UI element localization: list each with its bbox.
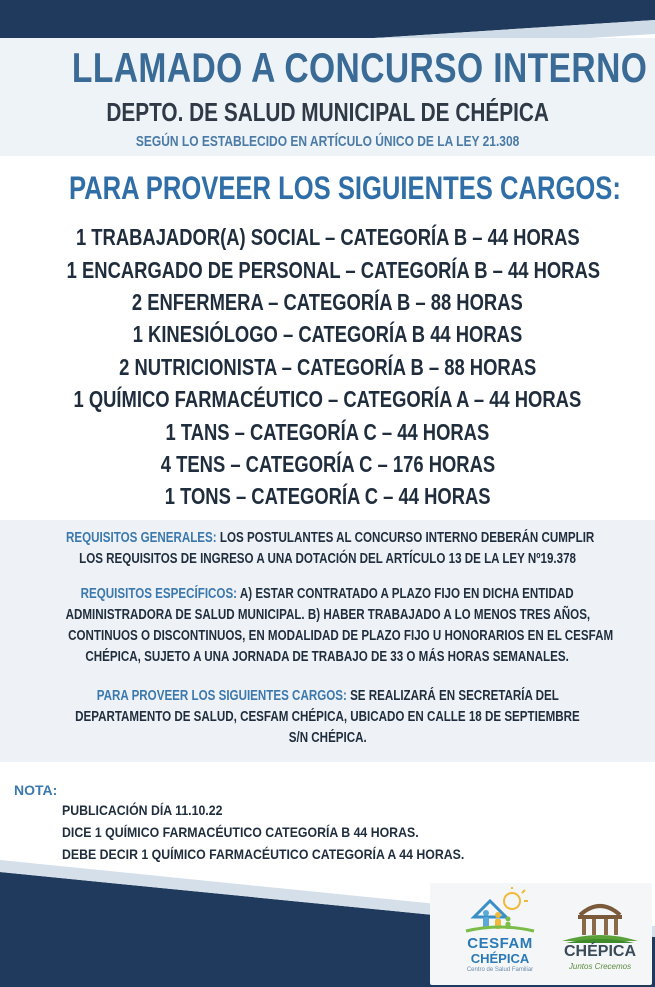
specific-requirements-line: CONTINUOS O DISCONTINUOS, EN MODALIDAD DE PLAZO FIJO U HONORARIOS EN EL CESFAM [68, 628, 614, 644]
position-item: 4 TENS – CATEGORÍA C – 176 HORAS [160, 451, 495, 477]
chepica-logo [552, 893, 648, 981]
page-subtitle: DEPTO. DE SALUD MUNICIPAL DE CHÉPICA [106, 97, 549, 127]
arch-monument-icon [552, 893, 648, 943]
position-item: 1 TONS – CATEGORÍA C – 44 HORAS [164, 483, 491, 509]
position-item: 1 TRABAJADOR(A) SOCIAL – CATEGORÍA B – 44 HORAS [75, 224, 580, 250]
position-item: 2 NUTRICIONISTA – CATEGORÍA B – 88 HORAS [118, 354, 537, 380]
positions-heading: PARA PROVEER LOS SIGUIENTES CARGOS: [68, 170, 621, 206]
logos-panel [430, 883, 652, 985]
application-place-line: DEPARTAMENTO DE SALUD, CESFAM CHÉPICA, UBICADO EN CALLE 18 DE SEPTIEMBRE [75, 709, 580, 725]
specific-requirements-line: CHÉPICA, SUJETO A UNA JORNADA DE TRABAJO DE 33 O MÁS HORAS SEMANALES. [85, 649, 570, 665]
position-item: 1 TANS – CATEGORÍA C – 44 HORAS [165, 419, 490, 445]
cesfam-logo-subtext: CHÉPICA [470, 951, 530, 966]
position-item: 1 ENCARGADO DE PERSONAL – CATEGORÍA B – 44 HORAS [66, 257, 601, 283]
family-house-icon [452, 887, 548, 935]
chepica-logo-tagline: Juntos Crecemos [568, 962, 632, 971]
position-item: 1 KINESIÓLOGO – CATEGORÍA B 44 HORAS [132, 321, 523, 347]
application-place-line: PARA PROVEER LOS SIGUIENTES CARGOS: SE REALIZARÁ EN SECRETARÍA DEL [96, 688, 559, 704]
application-place-line: S/N CHÉPICA. [288, 730, 367, 746]
specific-requirements-line: ADMINISTRADORA DE SALUD MUNICIPAL. B) HABER TRABAJADO A LO MENOS TRES AÑOS, [65, 607, 591, 623]
position-item: 1 QUÍMICO FARMACÉUTICO – CATEGORÍA A – 44 HORAS [73, 386, 582, 412]
position-item: 2 ENFERMERA – CATEGORÍA B – 88 HORAS [132, 289, 523, 315]
note-line: DICE 1 QUÍMICO FARMACÉUTICO CATEGORÍA B 44 HORAS. [62, 824, 419, 840]
cesfam-logo-tagline: Centro de Salud Familiar [466, 967, 534, 973]
note-line: PUBLICACIÓN DÍA 11.10.22 [62, 802, 223, 818]
legal-reference: SEGÚN LO ESTABLECIDO EN ARTÍCULO ÚNICO DE LA LEY 21.308 [135, 133, 520, 150]
note-label: NOTA: [14, 782, 58, 798]
chepica-logo-text: CHÉPICA [563, 943, 636, 960]
note-line: DEBE DECIR 1 QUÍMICO FARMACÉUTICO CATEGORÍA A 44 HORAS. [62, 846, 465, 862]
specific-requirements-line: REQUISITOS ESPECÍFICOS: A) ESTAR CONTRATADO A PLAZO FIJO EN DICHA ENTIDAD [80, 586, 575, 602]
cesfam-logo [452, 887, 548, 983]
page-title: LLAMADO A CONCURSO INTERNO [71, 44, 648, 91]
general-requirements-line: LOS REQUISITOS DE INGRESO A UNA DOTACIÓN DEL ARTÍCULO 13 DE LA LEY Nº19.378 [79, 551, 576, 567]
general-requirements-line: REQUISITOS GENERALES: LOS POSTULANTES AL CONCURSO INTERNO DEBERÁN CUMPLIR [66, 530, 595, 546]
cesfam-logo-text: CESFAM [467, 935, 533, 952]
